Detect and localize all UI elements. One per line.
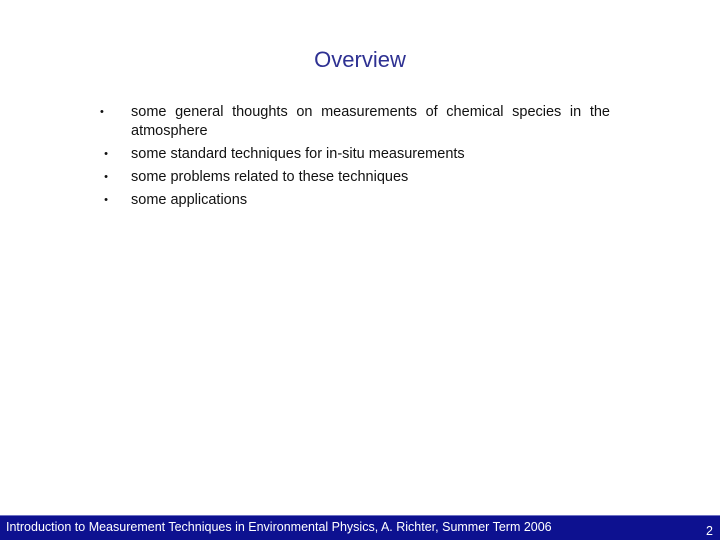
list-item xyxy=(100,191,610,210)
page-number: 2 xyxy=(706,524,713,538)
footer-text: Introduction to Measurement Techniques in Environmental Physics, A. Richter, Summer Term 2006 xyxy=(6,520,552,534)
bullet-icon: • xyxy=(104,194,108,206)
bullet-icon: • xyxy=(104,148,108,160)
list-item xyxy=(100,103,610,141)
list-item xyxy=(100,145,610,164)
list-item xyxy=(100,168,610,187)
footer-bar xyxy=(0,515,720,540)
bullet-text: some applications xyxy=(131,192,248,208)
slide-title: Overview xyxy=(314,47,406,72)
bullet-text: some standard techniques for in-situ measurements xyxy=(131,146,465,162)
bullet-text: some problems related to these techniques xyxy=(131,169,409,185)
bullet-text: some general thoughts on measurements of chemical species in the atmosphere xyxy=(131,104,610,139)
bullet-list xyxy=(100,103,610,214)
bullet-icon: • xyxy=(100,106,104,118)
bullet-icon: • xyxy=(104,171,108,183)
